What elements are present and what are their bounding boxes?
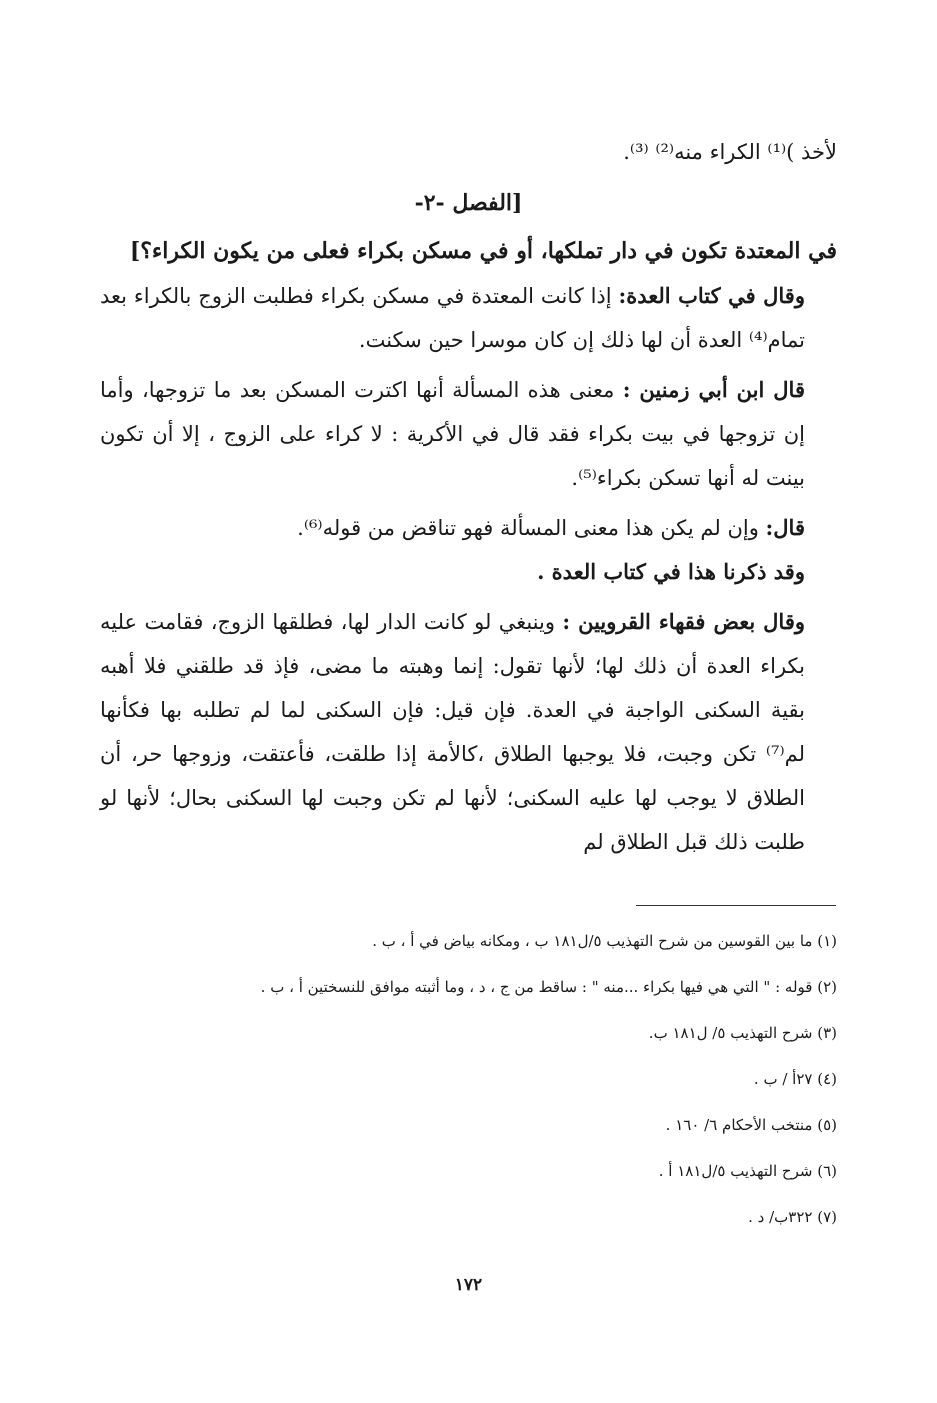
section-subtitle: في المعتدة تكون في دار تملكها، أو في مسكن بكراء فعلى من يكون الكراء؟] (129, 238, 837, 264)
footnote-7: (٧) ٣٢٢ب/ د . (748, 1208, 837, 1226)
paragraph-3-text: وإن لم يكن هذا معنى المسألة فهو تناقض من قوله⁽⁶⁾. (297, 516, 766, 540)
footnote-5: (٥) منتخب الأحكام ٦/ ١٦٠ . (665, 1116, 837, 1134)
paragraph-5 (100, 600, 837, 864)
page-number: ١٧٢ (454, 1275, 483, 1295)
paragraph-4: وقد ذكرنا هذا في كتاب العدة . (537, 559, 805, 584)
paragraph-1-lead: وقال في كتاب العدة: (618, 283, 805, 308)
paragraph-5-text: وينبغي لو كانت الدار لها، فطلقها الزوج، فقامت عليه بكراء العدة أن ذلك لها؛ لأنها تقول: إنما وهبته ما مضى، فإذ قد طلقني فلا أهبه بقية السكنى الواجبة في العدة. فإن قيل: فإن السكنى لما لم تطلبه بها فكأنها لم⁽⁷⁾ تكن وجبت، فلا يوجبها الطلاق ،كالأمة إذا طلقت، فأعتقت، وزوجها حر، أن الطلاق لا يوجب لها عليه السكنى؛ لأنها لم تكن وجبت لها السكنى بحال؛ لأنها لو طلبت ذلك قبل الطلاق لم (100, 610, 805, 854)
footnote-1: (١) ما بين القوسين من شرح التهذيب ٥/ل١٨١ ب ، ومكانه بياض في أ ، ب . (372, 932, 837, 950)
footnote-divider (636, 905, 836, 906)
paragraph-3-lead: قال: (765, 515, 805, 540)
footnotes (100, 918, 837, 1240)
footnote-3: (٣) شرح التهذيب ٥/ ل١٨١ ب. (648, 1024, 837, 1042)
paragraph-3 (100, 506, 837, 550)
paragraph-5-lead: وقال بعض فقهاء القرويين : (562, 609, 806, 634)
footnote-6: (٦) شرح التهذيب ٥/ل١٨١ أ . (658, 1162, 837, 1180)
paragraph-1-text: إذا كانت المعتدة في مسكن بكراء فطلبت الزوج بالكراء بعد تمام⁽⁴⁾ العدة أن لها ذلك إن كان موسرا حين سكنت. (100, 284, 805, 352)
paragraph-2-text: معنى هذه المسألة أنها اكترت المسكن بعد ما تزوجها، وأما إن تزوجها في بيت بكراء فقد قال في الأكرية : لا كراء على الزوج ، إلا أن تكون بينت له أنها تسكن بكراء⁽⁵⁾. (100, 378, 805, 490)
continuation-line: لأخذ )⁽¹⁾ الكراء منه⁽²⁾ ⁽³⁾. (623, 140, 837, 164)
page-body (100, 130, 837, 864)
paragraph-2 (100, 368, 837, 500)
section-title: [الفصل -٢- (414, 190, 523, 216)
paragraph-2-lead: قال ابن أبي زمنين : (622, 377, 805, 402)
paragraph-1 (100, 274, 837, 362)
footnote-2: (٢) قوله : " التي هي فيها بكراء ...منه " : ساقط من ج ، د ، وما أثبته موافق للنسختين أ ، ب . (260, 978, 837, 996)
footnote-4: (٤) ٢٧أ / ب . (753, 1070, 837, 1088)
main-text (100, 130, 837, 864)
